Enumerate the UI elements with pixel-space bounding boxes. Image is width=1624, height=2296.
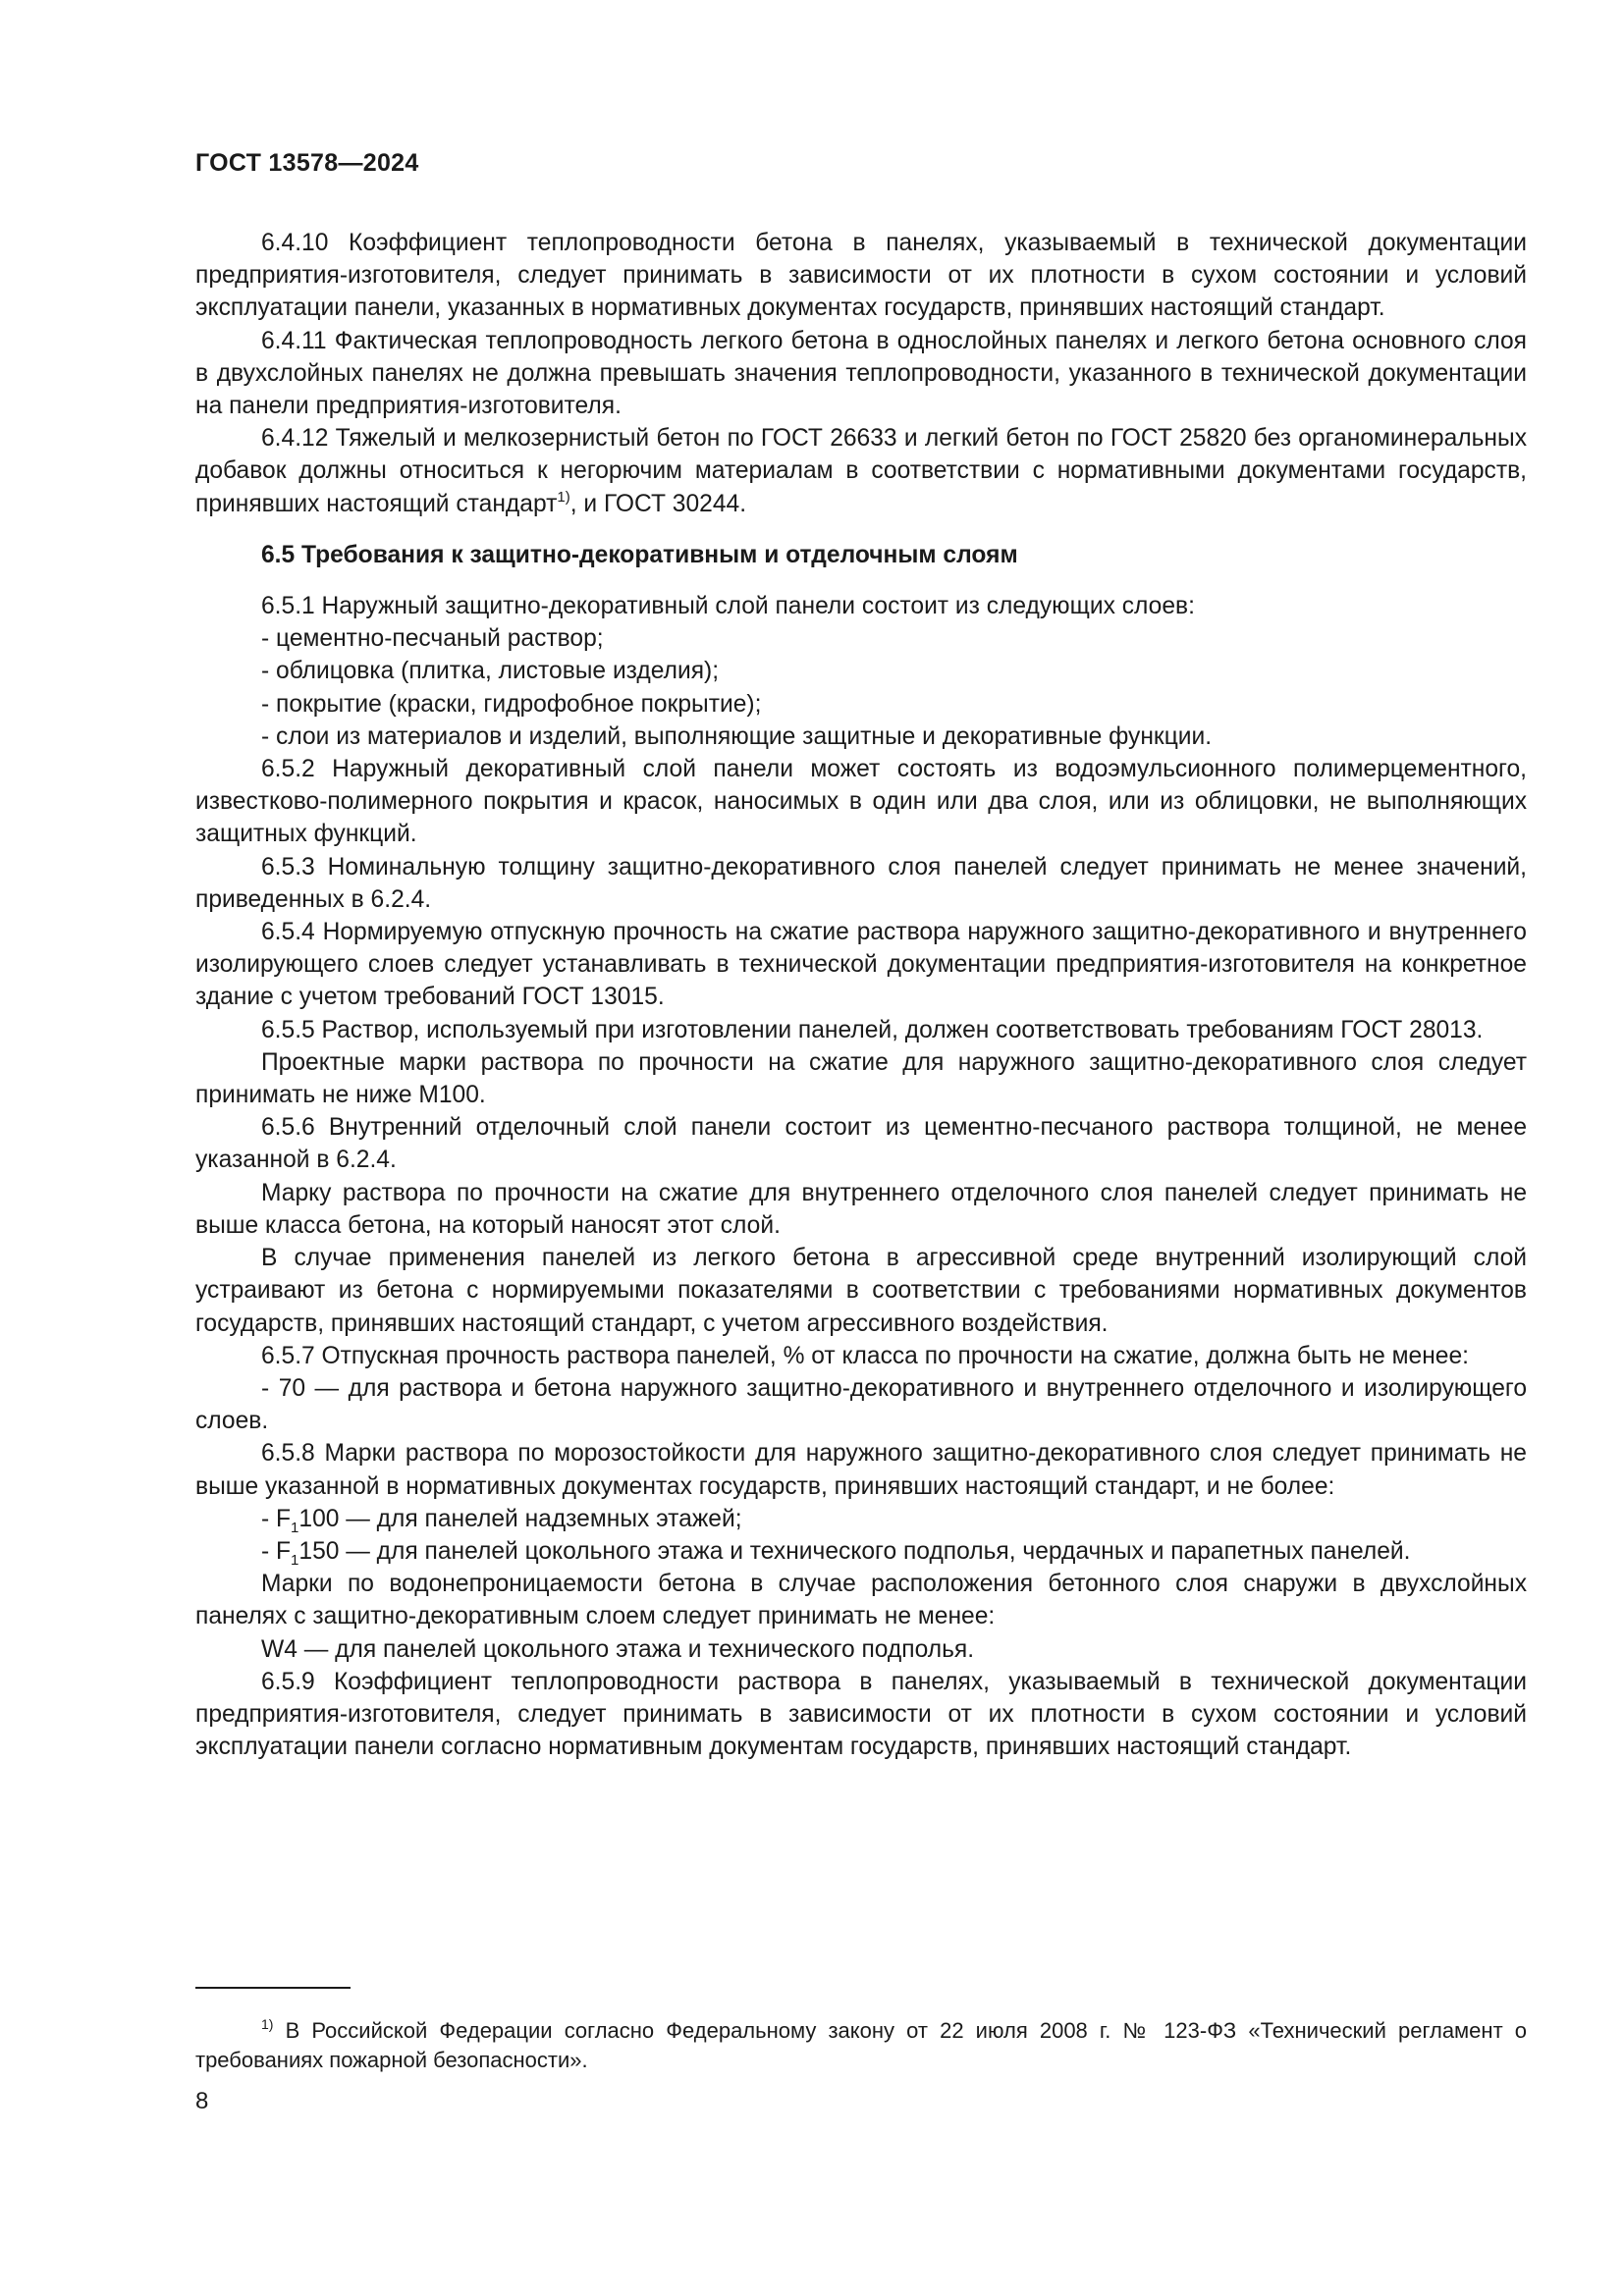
list-item xyxy=(195,1535,1527,1568)
list-item: - облицовка (плитка, листовые изделия); xyxy=(261,658,720,685)
footnote-text: В Российской Федерации согласно Федеральному закону от 22 июля 2008 г. № 123-ФЗ «Технический регламент о требованиях пожарной безопасности». xyxy=(195,2018,1527,2072)
paragraph-6-5-6: 6.5.6 Внутренний отделочный слой панели состоит из цементно-песчаного раствора толщиной, не менее указанной в 6.2.4. xyxy=(195,1114,1527,1174)
list-item: - покрытие (краски, гидрофобное покрытие); xyxy=(261,690,762,718)
document-header: ГОСТ 13578—2024 xyxy=(195,149,419,177)
paragraph-6-5-1: 6.5.1 Наружный защитно-декоративный слой панели состоит из следующих слоев: xyxy=(261,593,1195,620)
paragraph-6-4-10: 6.4.10 Коэффициент теплопроводности бетона в панелях, указываемый в технической документации предприятия-изготовителя, следует принимать в зависимости от их плотности в сухом состоянии и условий эксплуатации панели, указанных в нормативных документах государств, принявших настоящий стандарт. xyxy=(195,230,1527,322)
footnote-divider xyxy=(195,1987,351,1989)
paragraph-text: , и ГОСТ 30244. xyxy=(569,490,747,517)
list-item-text: - F xyxy=(261,1537,292,1565)
paragraph: Проектные марки раствора по прочности на сжатие для наружного защитно-декоративного слоя следует принимать не ниже М100. xyxy=(195,1048,1527,1109)
paragraph-6-5-4: 6.5.4 Нормируемую отпускную прочность на сжатие раствора наружного защитно-декоративного и внутреннего изолирующего слоев следует устанавливать в технической документации предприятия-изготовителя на конкретное здание с учетом требований ГОСТ 13015. xyxy=(195,919,1527,1011)
list-item-text: - F xyxy=(261,1505,292,1532)
paragraph-6-5-9: 6.5.9 Коэффициент теплопроводности раствора в панелях, указываемый в технической документации предприятия-изготовителя, следует принимать в зависимости от их плотности в сухом состоянии и условий эксплуатации панели согласно нормативным документам государств, принявших настоящий стандарт. xyxy=(195,1668,1527,1761)
footnote-reference: 1) xyxy=(557,488,570,506)
paragraph-6-5-2: 6.5.2 Наружный декоративный слой панели может состоять из водоэмульсионного полимерцементного, известково-полимерного покрытия и красок, наносимых в один или два слоя, или из облицовки, не выполняющих защитных функций. xyxy=(195,756,1527,848)
paragraph-6-5-7: 6.5.7 Отпускная прочность раствора панелей, % от класса по прочности на сжатие, должна быть не менее: xyxy=(261,1342,1469,1369)
paragraph-6-4-11: 6.4.11 Фактическая теплопроводность легкого бетона в однослойных панелях и легкого бетона основного слоя в двухслойных панелях не должна превышать значения теплопроводности, указанного в технической документации на панели предприятия-изготовителя. xyxy=(195,327,1527,420)
page-number: 8 xyxy=(195,2088,209,2114)
list-item-text: 150 — для панелей цокольного этажа и технического подполья, чердачных и парапетных панелей. xyxy=(298,1537,1411,1565)
subscript: 1 xyxy=(291,1519,299,1536)
subscript: 1 xyxy=(291,1551,299,1569)
paragraph: W4 — для панелей цокольного этажа и технического подполья. xyxy=(261,1635,975,1663)
document-body xyxy=(195,227,1527,1763)
section-heading-6-5: 6.5 Требования к защитно-декоративным и отделочным слоям xyxy=(261,541,1018,568)
footnote xyxy=(195,2016,1527,2075)
paragraph-text: 6.4.12 Тяжелый и мелкозернистый бетон по ГОСТ 26633 и легкий бетон по ГОСТ 25820 без органоминеральных добавок должны относиться к негорючим материалам в соответствии с нормативными документами государств, принявших настоящий стандарт xyxy=(195,425,1527,517)
paragraph: Марку раствора по прочности на сжатие для внутреннего отделочного слоя панелей следует принимать не выше класса бетона, на который наносят этот слой. xyxy=(195,1179,1527,1239)
paragraph: Марки по водонепроницаемости бетона в случае расположения бетонного слоя снаружи в двухслойных панелях с защитно-декоративным слоем следует принимать не менее: xyxy=(195,1571,1527,1630)
list-item: - слои из материалов и изделий, выполняющие защитные и декоративные функции. xyxy=(261,722,1213,750)
paragraph: В случае применения панелей из легкого бетона в агрессивной среде внутренний изолирующий слой устраивают из бетона с нормируемыми показателями в соответствии с требованиями нормативных документов государств, принявших настоящий стандарт, с учетом агрессивного воздействия. xyxy=(195,1245,1527,1337)
paragraph-6-5-8: 6.5.8 Марки раствора по морозостойкости для наружного защитно-декоративного слоя следует принимать не выше указанной в нормативных документах государств, принявших настоящий стандарт, и не более: xyxy=(195,1440,1527,1500)
list-item-text: 100 — для панелей надземных этажей; xyxy=(298,1505,742,1532)
paragraph-6-4-12 xyxy=(195,422,1527,520)
footnote-marker: 1) xyxy=(261,2016,274,2032)
paragraph-6-5-3: 6.5.3 Номинальную толщину защитно-декоративного слоя панелей следует принимать не менее значений, приведенных в 6.2.4. xyxy=(195,853,1527,913)
paragraph-6-5-5: 6.5.5 Раствор, используемый при изготовлении панелей, должен соответствовать требованиям ГОСТ 28013. xyxy=(261,1016,1484,1043)
list-item xyxy=(195,1503,1527,1535)
list-item: - цементно-песчаный раствор; xyxy=(261,625,604,653)
list-item: - 70 — для раствора и бетона наружного защитно-декоративного и внутреннего отделочного и изолирующего слоев. xyxy=(195,1374,1527,1435)
